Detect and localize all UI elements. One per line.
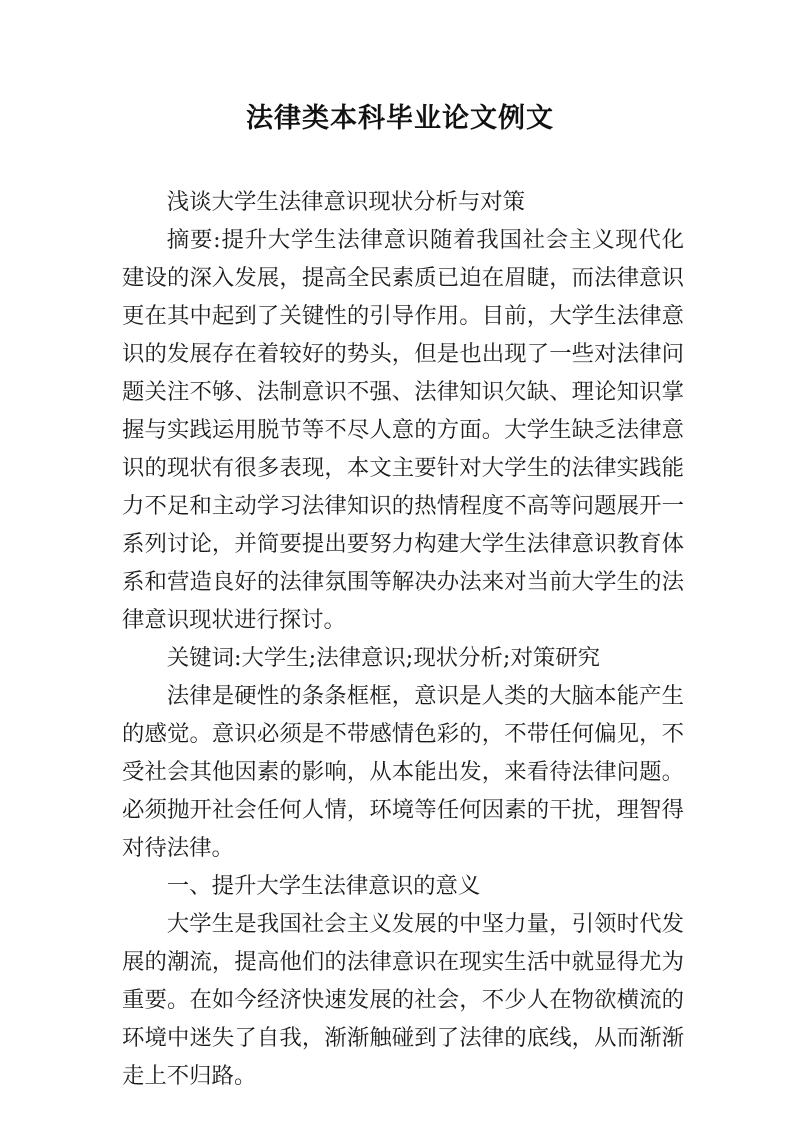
section-paragraph: 大学生是我国社会主义发展的中坚力量，引领时代发展的潮流，提高他们的法律意识在现实生活中就显得尤为重要。在如今经济快速发展的社会，不少人在物欲横流的环境中迷失了自我，渐渐触碰到了法律的底线，从而渐渐走上不归路。 [122,911,684,1089]
abstract-paragraph: 摘要:提升大学生法律意识随着我国社会主义现代化建设的深入发展，提高全民素质已迫在眉睫，而法律意识更在其中起到了关键性的引导作用。目前，大学生法律意识的发展存在着较好的势头，但是也出现了一些对法律问题关注不够、法制意识不强、法律知识欠缺、理论知识掌握与实践运用脱节等不尽人意的方面。大学生缺乏法律意识的现状有很多表现，本文主要针对大学生的法律实践能力不足和主动学习法律知识的热情程度不高等问题展开一系列讨论，并简要提出要努力构建大学生法律意识教育体系和营造良好的法律氛围等解决办法来对当前大学生的法律意识现状进行探讨。 [122,227,684,633]
keywords-line: 关键词:大学生;法律意识;现状分析;对策研究 [166,645,601,671]
document-body [122,183,684,1095]
intro-paragraph: 法律是硬性的条条框框，意识是人类的大脑本能产生的感觉。意识必须是不带感情色彩的，不带任何偏见，不受社会其他因素的影响，从本能出发，来看待法律问题。必须抛开社会任何人情，环境等任何因素的干扰，理智得对待法律。 [122,683,684,861]
paper-subtitle: 浅谈大学生法律意识现状分析与对策 [166,189,526,215]
document-title: 法律类本科毕业论文例文 [246,103,554,134]
section-heading: 一、提升大学生法律意识的意义 [166,873,481,899]
